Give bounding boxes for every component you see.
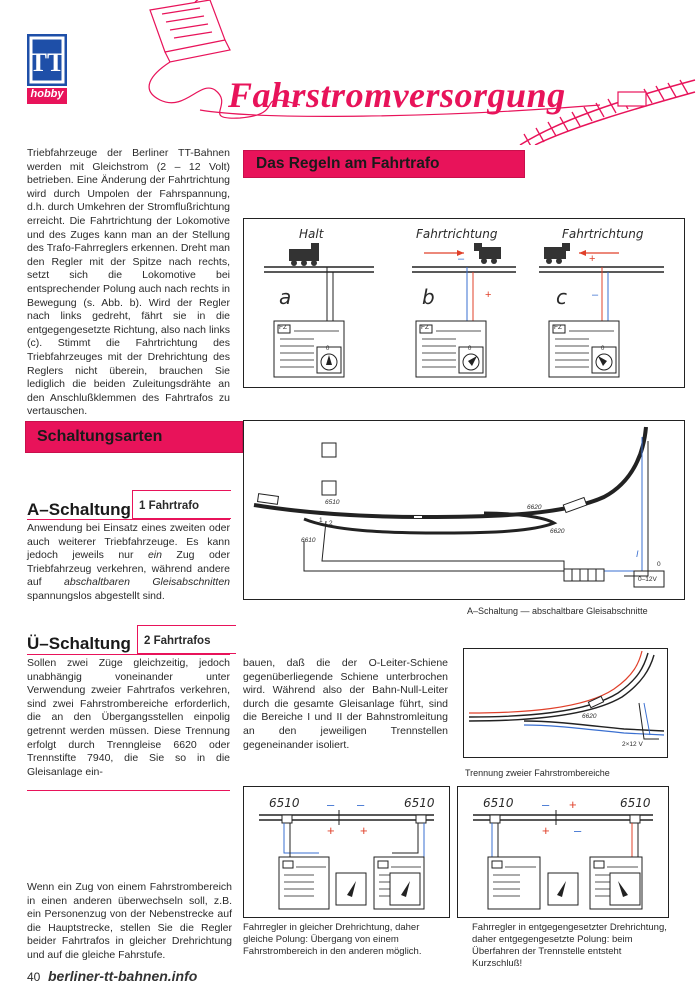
panel-c-dial-zero: 0	[601, 346, 605, 352]
panel-c-letter: c	[556, 285, 567, 309]
br-6510-right: 6510	[620, 796, 651, 810]
panel-b-dial-zero: 0	[468, 346, 472, 352]
bl-minus-1: –	[327, 797, 335, 812]
u-schaltung-title: Ü–Schaltung	[27, 634, 131, 653]
a-diag-volt: 0–12V	[638, 576, 657, 583]
header-ornament	[140, 0, 700, 145]
br-minus-1: –	[542, 797, 550, 812]
u-schaltung-badge: 2 Fahrtrafos	[137, 625, 236, 654]
website-link[interactable]: berliner-tt-bahnen.info	[48, 968, 198, 984]
u-diag-volt: 2×12 V	[622, 741, 643, 748]
panel-b-letter: b	[422, 285, 435, 309]
a-schaltung-badge: 1 Fahrtrafo	[132, 490, 231, 519]
panel-a-heading: Halt	[299, 227, 324, 241]
a-diag-zero: 0	[657, 561, 661, 568]
br-plus-2: +	[542, 823, 550, 838]
section-heading-regeln: Das Regeln am Fahrtrafo	[243, 150, 525, 178]
a-schaltung-title: A–Schaltung	[27, 500, 131, 519]
bottom-text: Wenn ein Zug von einem Fahrstrombereich in einen anderen überwechseln soll, z.B. ein Personenzug von der Nebenstrecke auf die Hauptstrecke, stellen Sie die Regler beider Fahrtrafos in gleicher Drehrichtung und auf die gleiche Fahrstufe.	[27, 881, 232, 961]
panel-c-heading: Fahrtrichtung	[562, 227, 644, 241]
a-diag-roman: I	[636, 549, 639, 559]
bottom-diagram-left	[243, 786, 450, 918]
panel-c-minus: –	[592, 289, 599, 301]
panel-b-minus: –	[458, 253, 465, 265]
bl-6510-left: 6510	[269, 796, 300, 810]
a-diag-n1: 1	[319, 517, 323, 524]
u-schaltung-text-left: Sollen zwei Züge gleichzeitig, jedoch unabhängig voneinander unter Verwendung zweier Fahrtrafos verkehren, sind zwei Fahrstrombereiche erforderlich, die an den Übergangsstellen einpolig getrennt werden müssen. Diese Trennung erfolgt durch Trenngleise 6620 oder Trennstifte 7940, die Sie so in die Gleisanlage ein-	[27, 657, 230, 778]
a-diag-6620-top: 6620	[527, 504, 542, 511]
logo-text: hobby	[30, 88, 64, 100]
bottom-diagram-right	[457, 786, 669, 918]
bottom-divider	[27, 790, 230, 791]
panel-b-heading: Fahrtrichtung	[416, 227, 498, 241]
a-schaltung-divider	[27, 519, 230, 520]
a-diag-6610: 6610	[301, 537, 316, 544]
u-schaltung-text-middle: bauen, daß die der O-Leiter-Schiene gegenüberliegende Schiene unterbrochen wird. Während also der Bahn-Null-Leiter durch die gesamte Gleisanlage führt, sind die Bereiche I und II der Bahnstromleitung an den jeweiligen Trennstellen gegeneinander isoliert.	[243, 657, 448, 751]
u-diag-6620: 6620	[582, 713, 597, 720]
u-schaltung-divider	[27, 654, 230, 655]
bl-plus-2: +	[360, 823, 368, 838]
bottom-right-caption: Fahrregler in entgegengesetzter Drehrichtung, daher entgegengesetzte Polung: beim Überfahren der Trennstelle entsteht Kurzschluß!	[472, 922, 667, 969]
regeln-intro-text: Triebfahrzeuge der Berliner TT-Bahnen werden mit Gleichstrom (2 – 12 Volt) betrieben. Eine Änderung der Fahrtrichtung wird durch Umpolen der Fahrspannung, d.h. durch Umkehren der Stromflußrichtung erreicht. Die Fahrtrichtung der Lokomotive und des Zuges kann man an der Stellung des Trafo-Fahrreglers erkennen. Dreht man den Regler mit der Spitze nach rechts, setzt sich die Lokomotive bei entsprechender Polung auch nach rechts in Bewegung (s. Abb. b). Wird der Regler nach links gedreht, fährt sie in die entgegengesetzte Richtung, also nach links (c). Stimmt die Fahrtrichtung des Triebfahrzeuges mit der Drehrichtung des Reglers nicht überein, brauchen Sie lediglich die beiden Zuleitungsdrähte an den Anschlußklemmen des Fahrtrafos zu vertauschen.	[27, 147, 230, 418]
section-heading-schaltungsarten: Schaltungsarten	[25, 421, 243, 453]
a-diag-6510: 6510	[325, 499, 340, 506]
bl-6510-right: 6510	[404, 796, 435, 810]
panel-c-trafo-label: FZ	[554, 324, 562, 331]
a-diag-6620-bottom: 6620	[550, 528, 565, 535]
regeln-diagram	[243, 218, 685, 388]
panel-a-trafo-label: FZ	[279, 324, 287, 331]
panel-b-plus: +	[485, 289, 492, 301]
a-diagram-caption: A–Schaltung — abschaltbare Gleisabschnitte	[467, 606, 648, 616]
u-schaltung-diagram	[463, 648, 668, 758]
panel-a-letter: a	[279, 285, 292, 309]
panel-a-dial-zero: 0	[326, 346, 330, 352]
panel-c-plus: +	[589, 253, 596, 265]
br-6510-left: 6510	[483, 796, 514, 810]
br-minus-2: –	[574, 823, 582, 838]
page-title: Fahrstromversorgung	[228, 75, 566, 115]
panel-b-trafo-label: FZ	[421, 324, 429, 331]
bl-plus-1: +	[327, 823, 335, 838]
bottom-left-caption: Fahrregler in gleicher Drehrichtung, daher gleiche Polung: Übergang von einem Fahrstrombereich in den anderen möglich.	[243, 922, 422, 957]
br-plus-1: +	[569, 797, 577, 812]
u-diagram-caption: Trennung zweier Fahrstrombereiche	[465, 768, 610, 778]
bl-minus-2: –	[357, 797, 365, 812]
svg-text:TT: TT	[29, 48, 65, 77]
a-schaltung-text: Anwendung bei Einsatz eines zweiten oder auch weiterer Triebfahrzeuge. Es kann jedoch jeweils nur ein Zug oder Triebfahrzeug verkehren, während andere auf abschaltbaren Gleisabschnitten spannungslos abgestellt sind.	[27, 522, 230, 602]
a-diag-n2: 2	[329, 520, 333, 527]
page-number: 40	[27, 970, 41, 984]
a-schaltung-diagram	[243, 420, 685, 600]
